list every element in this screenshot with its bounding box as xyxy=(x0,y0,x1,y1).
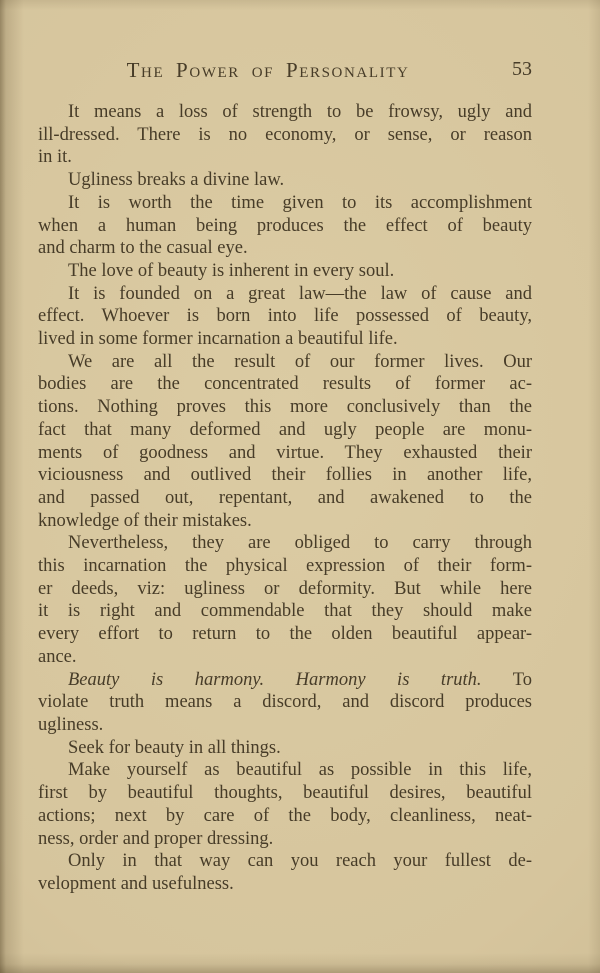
text-line: We are all the result of our former lives. Our xyxy=(68,351,532,372)
text-line: and charm to the casual eye. xyxy=(38,238,248,259)
text-line: first by beautiful thoughts, beautiful desires, beautiful xyxy=(38,783,532,804)
paragraph xyxy=(38,669,532,737)
text-line xyxy=(38,669,532,692)
text-line: effect. Whoever is born into life possessed of beauty, xyxy=(38,306,532,327)
text-line: ill-dressed. There is no economy, or sense, or reason xyxy=(38,124,532,145)
text-line: Only in that way can you reach your fullest de- xyxy=(68,851,532,872)
italic-text-segment: Beauty is harmony. Harmony is truth. xyxy=(68,669,482,690)
text-block xyxy=(38,58,532,896)
paragraph xyxy=(38,260,532,283)
text-line: fact that many deformed and ugly people are monu- xyxy=(38,419,532,440)
text-line: viciousness and outlived their follies in another life, xyxy=(38,465,532,486)
running-title: The Power of Personality xyxy=(126,58,410,82)
paragraph xyxy=(38,737,532,760)
text-line: lived in some former incarnation a beautiful life. xyxy=(38,329,398,350)
page-body xyxy=(38,101,532,896)
text-line: every effort to return to the olden beautiful appear- xyxy=(38,624,532,645)
paragraph xyxy=(38,192,532,260)
text-segment: To xyxy=(481,669,532,690)
text-line: ugliness. xyxy=(38,714,104,735)
paragraph xyxy=(38,532,532,668)
text-line: tions. Nothing proves this more conclusively than the xyxy=(38,397,532,418)
page-number: 53 xyxy=(512,58,532,80)
text-line: violate truth means a discord, and discord produces xyxy=(38,692,532,713)
text-line: it is right and commendable that they should make xyxy=(38,601,532,622)
paragraph xyxy=(38,101,532,169)
paragraph xyxy=(38,169,532,192)
text-line: actions; next by care of the body, cleanliness, neat- xyxy=(38,805,532,826)
text-line: It is founded on a great law—the law of cause and xyxy=(68,283,532,304)
text-line: It means a loss of strength to be frowsy, ugly and xyxy=(68,102,532,122)
text-line: Nevertheless, they are obliged to carry through xyxy=(68,533,532,554)
text-line: Make yourself as beautiful as possible in this life, xyxy=(68,760,532,781)
text-line: in it. xyxy=(38,147,72,168)
paragraph xyxy=(38,759,532,850)
text-line: bodies are the concentrated results of former ac- xyxy=(38,374,532,395)
paragraph xyxy=(38,351,532,533)
text-line: ance. xyxy=(38,646,77,667)
text-line: The love of beauty is inherent in every soul. xyxy=(68,260,395,281)
text-line: this incarnation the physical expression of their form- xyxy=(38,556,532,577)
text-line: when a human being produces the effect of beauty xyxy=(38,215,532,236)
text-line: ness, order and proper dressing. xyxy=(38,828,274,849)
text-line: knowledge of their mistakes. xyxy=(38,510,252,531)
text-line: Ugliness breaks a divine law. xyxy=(68,170,285,191)
text-line: It is worth the time given to its accomplishment xyxy=(68,192,532,213)
running-head xyxy=(38,58,532,92)
text-line: Seek for beauty in all things. xyxy=(68,737,281,758)
paragraph xyxy=(38,283,532,351)
text-line: ments of goodness and virtue. They exhausted their xyxy=(38,442,532,463)
text-line: and passed out, repentant, and awakened to the xyxy=(38,487,532,508)
paragraph xyxy=(38,850,532,895)
text-line: er deeds, viz: ugliness or deformity. But while here xyxy=(38,578,532,599)
text-line: velopment and usefulness. xyxy=(38,873,234,894)
